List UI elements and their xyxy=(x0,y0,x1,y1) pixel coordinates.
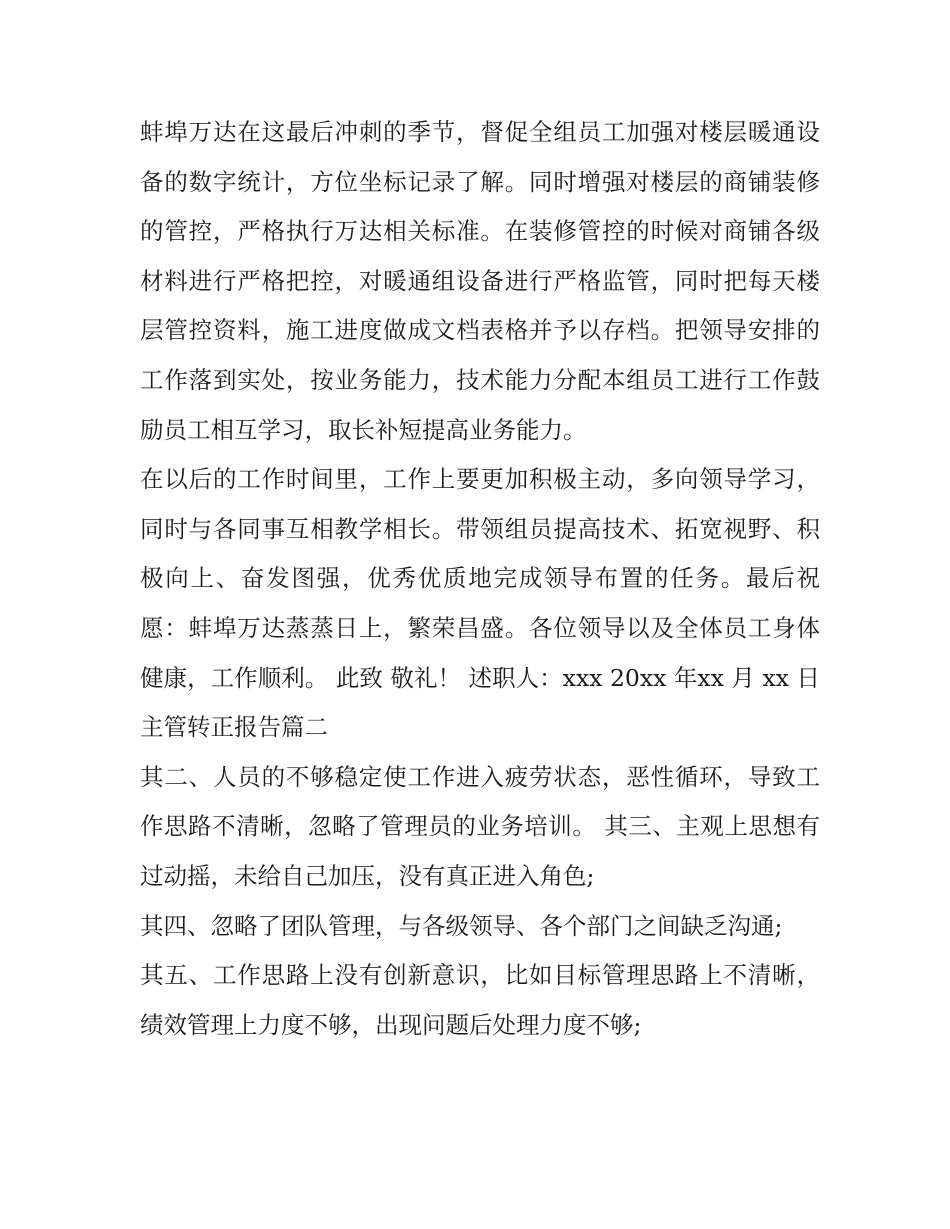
document-body xyxy=(140,108,820,1050)
paragraph-2: 在以后的工作时间里，工作上要更加积极主动，多向领导学习，同时与各同事互相教学相长。带领组员提高技术、拓宽视野、积极向上、奋发图强，优秀优质地完成领导布置的任务。最后祝愿：蚌埠万达蒸蒸日上，繁荣昌盛。各位领导以及全体员工身体健康，工作顺利。 此致 敬礼！ 述职人：xxx 20xx 年xx 月 xx 日 主管转正报告篇二 xyxy=(140,465,820,742)
paragraph-1: 蚌埠万达在这最后冲刺的季节，督促全组员工加强对楼层暖通设备的数字统计，方位坐标记录了解。同时增强对楼层的商铺装修的管控，严格执行万达相关标准。在装修管控的时候对商铺各级材料进行严格把控，对暖通组设备进行严格监管，同时把每天楼层管控资料，施工进度做成文档表格并予以存档。把领导安排的工作落到实处，按业务能力，技术能力分配本组员工进行工作鼓励员工相互学习，取长补短提高业务能力。 xyxy=(140,118,820,444)
paragraph-5: 其五、工作思路上没有创新意识，比如目标管理思路上不清晰，绩效管理上力度不够，出现问题后处理力度不够; xyxy=(140,961,820,1039)
paragraph-3: 其二、人员的不够稳定使工作进入疲劳状态，恶性循环，导致工作思路不清晰，忽略了管理员的业务培训。 其三、主观上思想有过动摇，未给自己加压，没有真正进入角色; xyxy=(140,762,820,890)
paragraph-4: 其四、忽略了团队管理，与各级领导、各个部门之间缺乏沟通; xyxy=(140,911,783,940)
